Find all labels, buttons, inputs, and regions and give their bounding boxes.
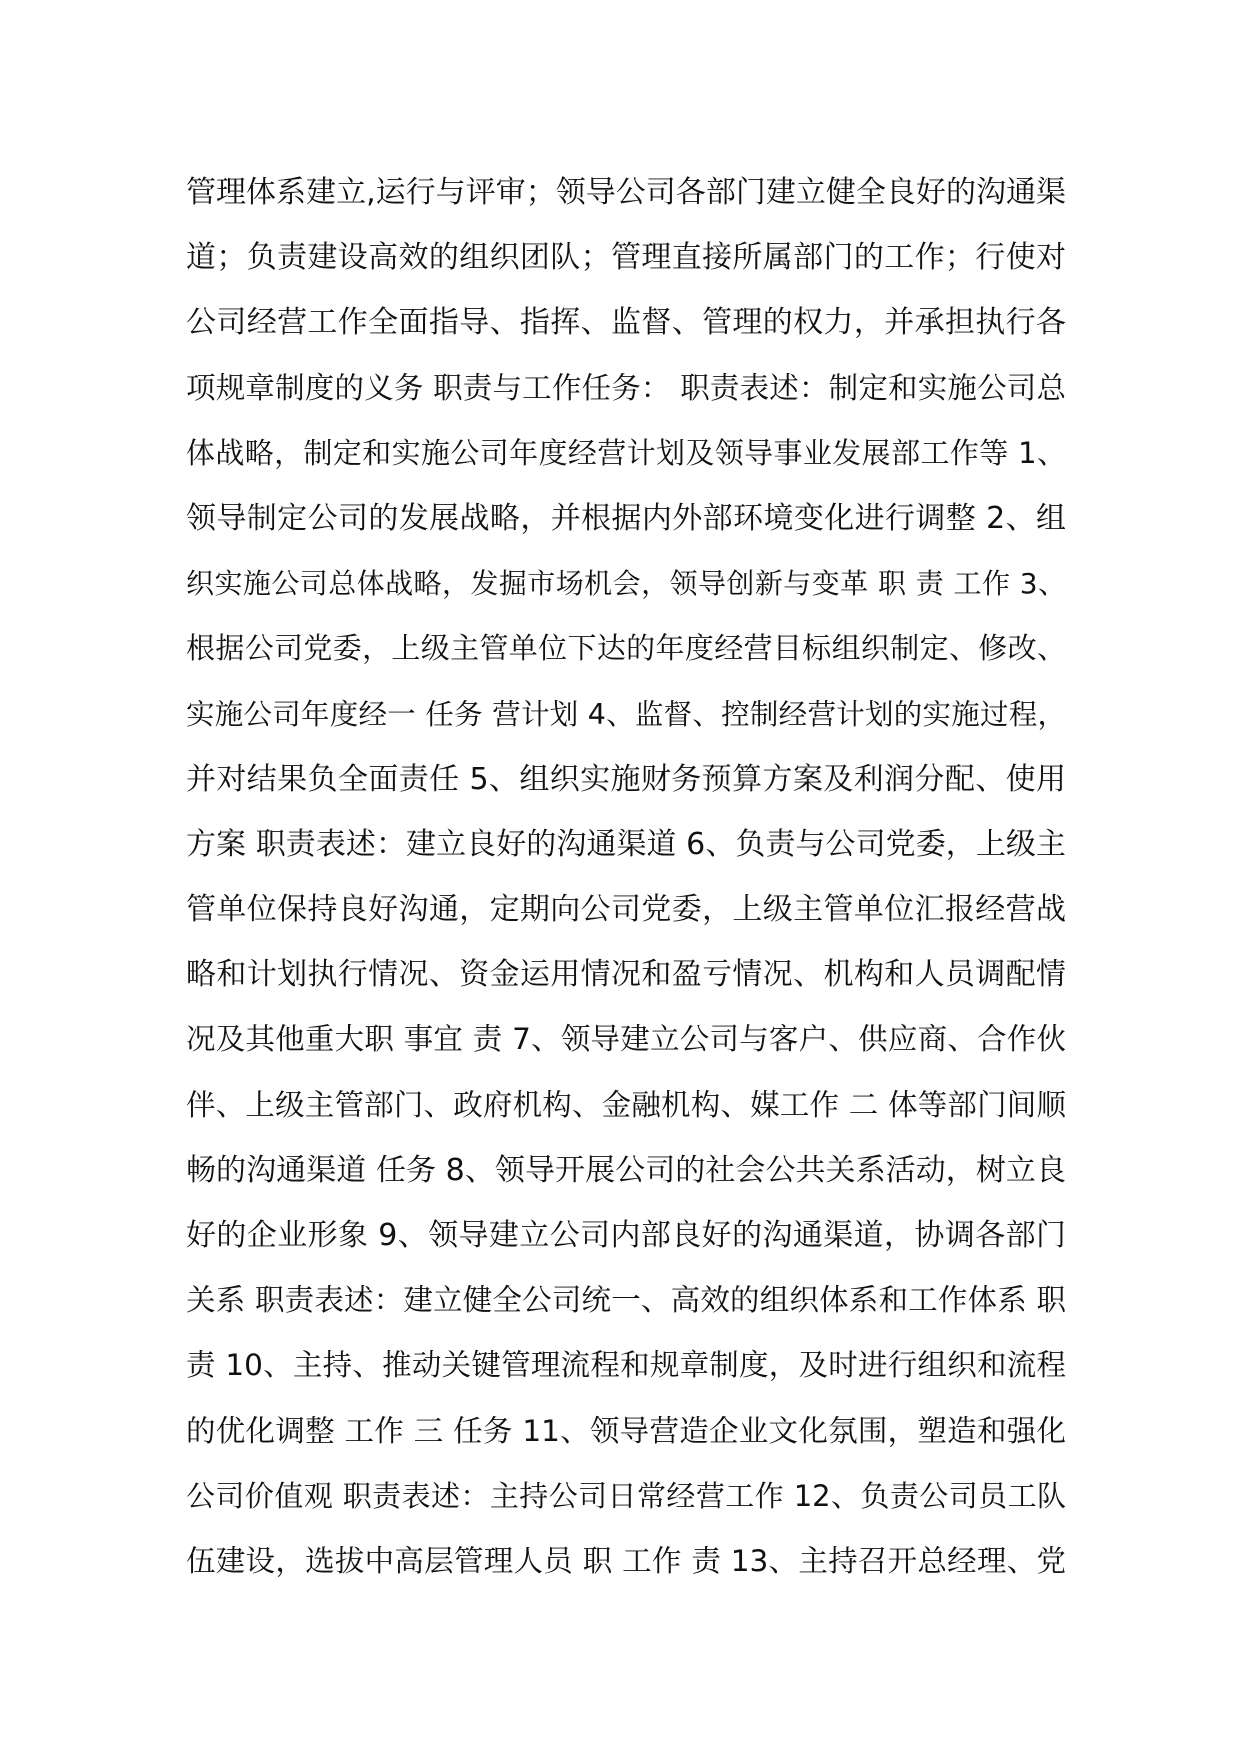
text-line: 关系 职责表述：建立健全公司统一、高效的组织体系和工作体系 职 xyxy=(186,1283,1066,1318)
text-line: 根据公司党委，上级主管单位下达的年度经营目标组织制定、修改、 xyxy=(186,631,1066,666)
text-line: 责 10、主持、推动关键管理流程和规章制度，及时进行组织和流程 xyxy=(186,1348,1066,1383)
body-text xyxy=(186,160,1066,1594)
text-line: 管单位保持良好沟通，定期向公司党委，上级主管单位汇报经营战 xyxy=(186,892,1066,928)
text-line: 的优化调整 工作 三 任务 11、领导营造企业文化氛围，塑造和强化 xyxy=(186,1413,1066,1448)
text-line: 领导制定公司的发展战略，并根据内外部环境变化进行调整 2、组 xyxy=(186,500,1066,536)
text-line: 公司价值观 职责表述：主持公司日常经营工作 12、负责公司员工队 xyxy=(186,1478,1066,1513)
text-line: 伍建设，选拔中高层管理人员 职 工作 责 13、主持召开总经理、党 xyxy=(186,1543,1066,1578)
text-line: 方案 职责表述：建立良好的沟通渠道 6、负责与公司党委，上级主 xyxy=(186,826,1066,862)
text-line: 实施公司年度经一 任务 营计划 4、监督、控制经营计划的实施过程， xyxy=(186,697,1066,731)
text-line: 并对结果负全面责任 5、组织实施财务预算方案及利润分配、使用 xyxy=(186,761,1066,797)
text-line: 好的企业形象 9、领导建立公司内部良好的沟通渠道，协调各部门 xyxy=(186,1218,1066,1253)
text-line: 道；负责建设高效的组织团队；管理直接所属部门的工作；行使对 xyxy=(186,240,1066,276)
text-line: 伴、上级主管部门、政府机构、金融机构、媒工作 二 体等部门间顺 xyxy=(186,1087,1066,1122)
text-line: 体战略，制定和实施公司年度经营计划及领导事业发展部工作等 1、 xyxy=(186,435,1066,470)
text-line: 织实施公司总体战略，发掘市场机会，领导创新与变革 职 责 工作 3、 xyxy=(186,567,1066,601)
text-line: 况及其他重大职 事宜 责 7、领导建立公司与客户、供应商、合作伙 xyxy=(186,1022,1066,1057)
text-line: 项规章制度的义务 职责与工作任务： 职责表述：制定和实施公司总 xyxy=(186,370,1066,405)
text-line: 公司经营工作全面指导、指挥、监督、管理的权力，并承担执行各 xyxy=(186,305,1066,341)
text-line: 畅的沟通渠道 任务 8、领导开展公司的社会公共关系活动，树立良 xyxy=(186,1152,1066,1188)
text-line: 管理体系建立,运行与评审；领导公司各部门建立健全良好的沟通渠 xyxy=(186,175,1066,210)
text-line: 略和计划执行情况、资金运用情况和盈亏情况、机构和人员调配情 xyxy=(186,957,1066,993)
